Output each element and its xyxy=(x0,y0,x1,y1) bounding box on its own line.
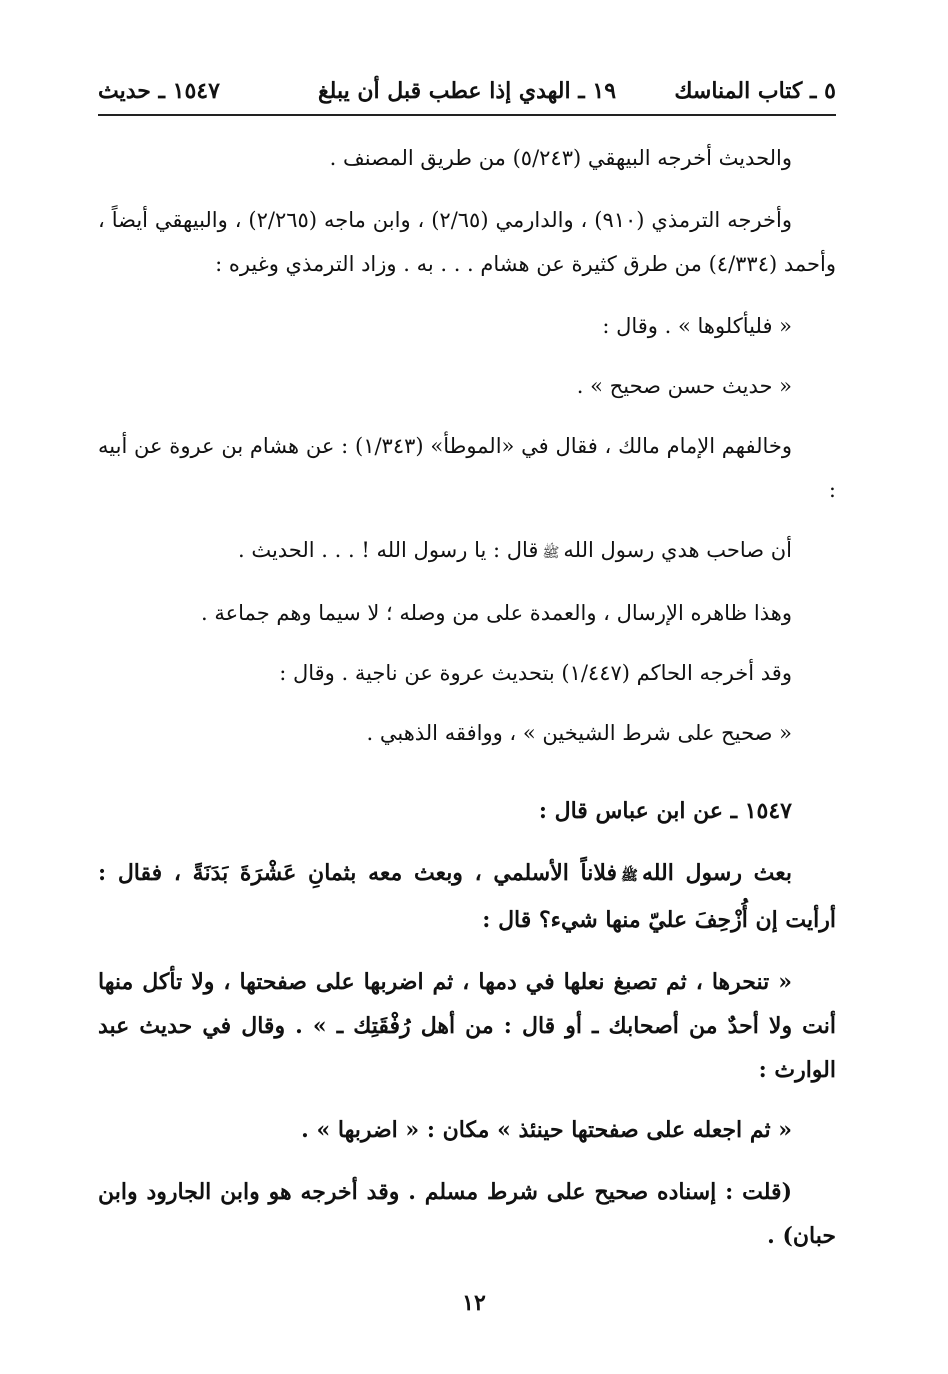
quote-hasan-sahih: « حديث حسن صحيح » . xyxy=(576,374,792,398)
salla-symbol: ﷺ xyxy=(621,868,638,884)
paragraph-irsal: وهذا ظاهره الإرسال ، والعمدة على من وصله ؛ لا سيما وهم جماعة . xyxy=(201,601,792,625)
sahib-hadi-before: أن صاحب هدي رسول الله xyxy=(563,538,792,562)
header-chapter: ٥ ـ كتاب المناسك xyxy=(674,78,836,104)
quote-falyakuluha: « فليأكلوها » . وقال : xyxy=(602,314,792,338)
quote-shaikhain: « صحيح على شرط الشيخين » ، ووافقه الذهبي . xyxy=(366,721,792,745)
narration-before: بعث رسول الله xyxy=(641,860,792,886)
paragraph-tirmidhi: وأخرجه الترمذي (٩١٠) ، والدارمي (٢/٦٥) ، وابن ماجه (٢/٢٦٥) ، والبيهقي أيضاً ، وأحمد (٤/٣٣٤) من طرق كثيرة عن هشام . . . به . وزاد الترمذي وغيره : xyxy=(98,208,836,276)
sahib-hadi-after: قال : يا رسول الله ! . . . الحديث . xyxy=(237,538,539,562)
hadith-note: (قلت : إسناده صحيح على شرط مسلم . وقد أخرجه هو وابن الجارود وابن حبان) . xyxy=(98,1179,836,1249)
hadith-narration xyxy=(98,851,836,942)
paragraph-bayhaqi: والحديث أخرجه البيهقي (٥/٢٤٣) من طريق المصنف . xyxy=(329,146,792,170)
salla-symbol: ﷺ xyxy=(542,545,560,561)
hadith-text: « تنحرها ، ثم تصبغ نعلها في دمها ، ثم اضربها على صفحتها ، ولا تأكل منها أنت ولا أحدٌ من أصحابك ـ أو قال : من أهل رُفْقَتِك ـ » . وقال في حديث عبد الوارث : xyxy=(98,969,836,1083)
header-section: ١٩ ـ الهدي إذا عطب قبل أن يبلغ xyxy=(317,78,617,104)
hadith-variant: « ثم اجعله على صفحتها حينئذ » مكان : « اضربها » . xyxy=(301,1117,792,1143)
header-rule xyxy=(98,114,836,116)
paragraph-hakim: وقد أخرجه الحاكم (١/٤٤٧) بتحديث عروة عن ناجية . وقال : xyxy=(279,661,792,685)
paragraph-malik: وخالفهم الإمام مالك ، فقال في «الموطأ» (١/٣٤٣) : عن هشام بن عروة عن أبيه : xyxy=(98,434,836,502)
page-body xyxy=(98,136,836,1258)
narration-after: فلاناً الأسلمي ، وبعث معه بثمانِ عَشْرَةَ بَدَنَةً ، فقال : أرأيت إن أُزْحِفَ عليّ منها شيء؟ قال : xyxy=(98,860,836,933)
running-header xyxy=(98,78,836,110)
page-number: ١٢ xyxy=(462,1290,486,1316)
hadith-heading: ١٥٤٧ ـ عن ابن عباس قال : xyxy=(538,798,792,824)
paragraph-sahib-hadi xyxy=(98,528,836,575)
header-hadith-ref: ١٥٤٧ ـ حديث xyxy=(98,78,220,104)
